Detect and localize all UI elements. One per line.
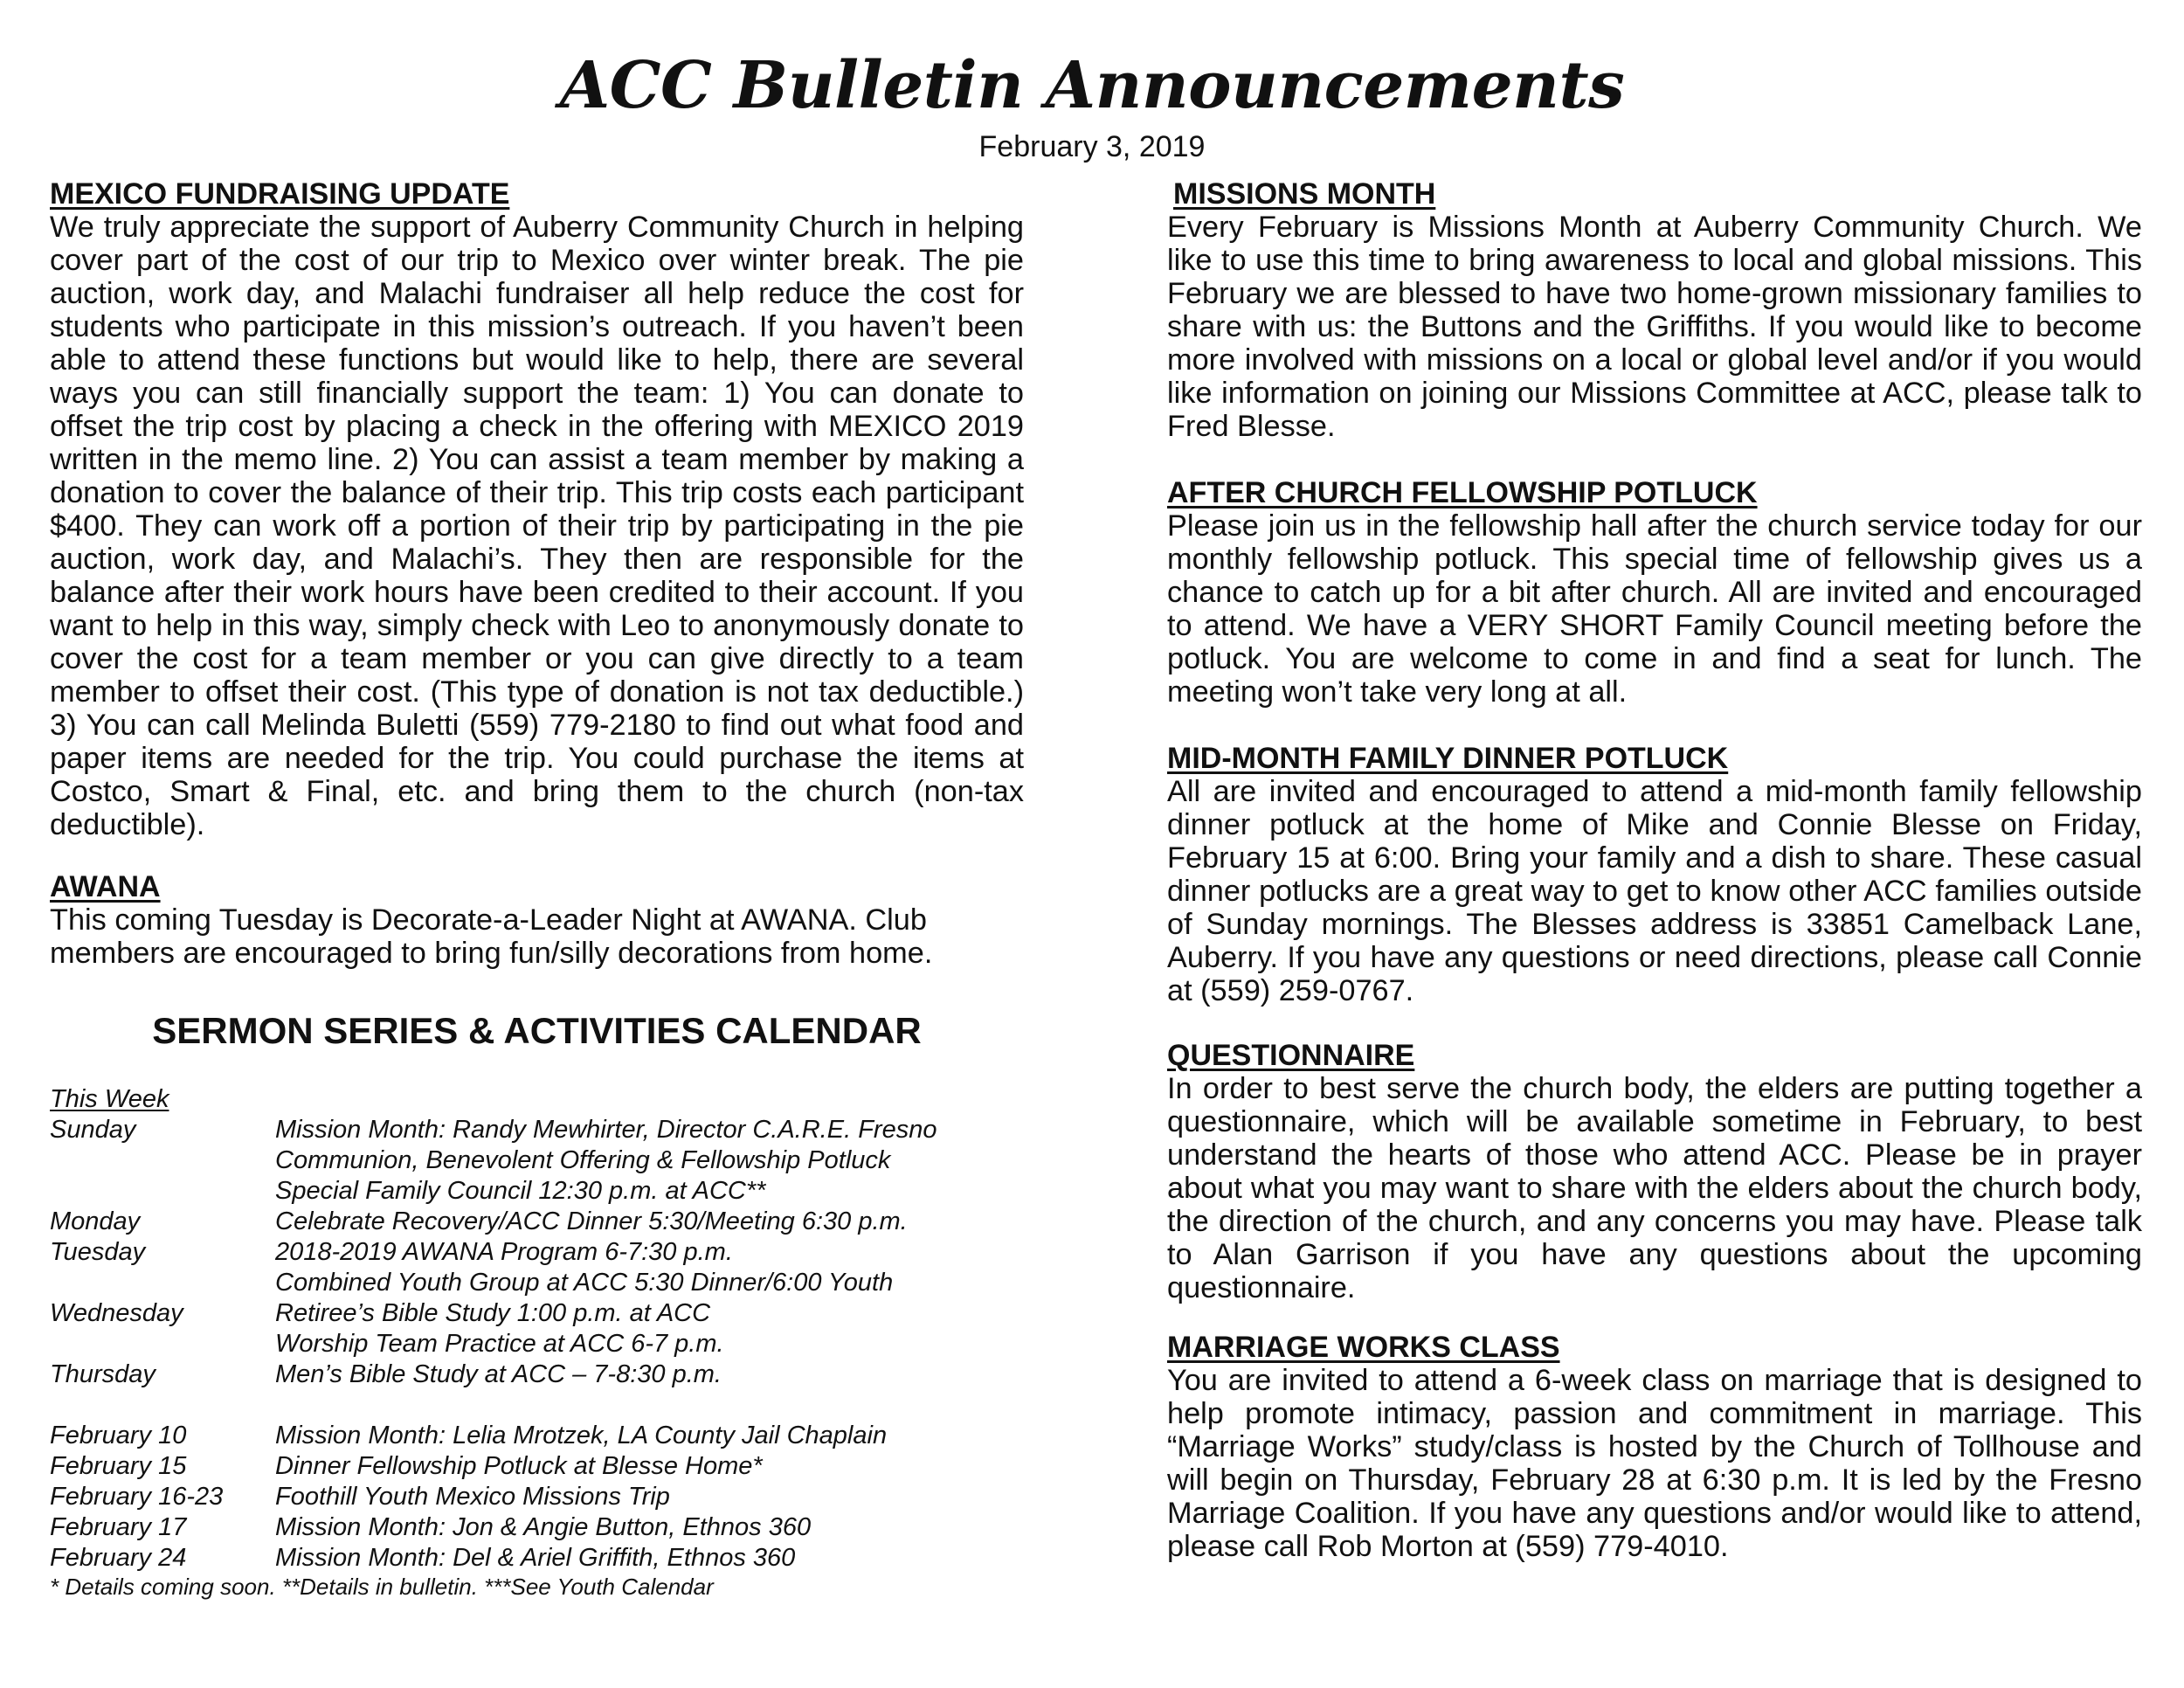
missions-month-body: Every February is Missions Month at Auberry Community Church. We like to use this time to bring awareness to local and global missions. This February we are blessed to have two home-grown missionary families to share with us: the Buttons and the Griffiths. If you would like to become more involved with missions on a local or global level and/or if you would like information on joining our Missions Committee at ACC, please talk to Fred Blesse. <box>1167 211 2142 443</box>
calendar-event: Celebrate Recovery/ACC Dinner 5:30/Meeting 6:30 p.m. <box>275 1207 908 1235</box>
fellowship-potluck-section <box>1167 476 2142 709</box>
calendar-spacer <box>50 1390 1024 1421</box>
upcoming-date: February 17 <box>50 1513 187 1541</box>
calendar-events <box>275 1115 1024 1207</box>
calendar-footnote: * Details coming soon. **Details in bulletin. ***See Youth Calendar <box>50 1574 714 1600</box>
calendar-row <box>50 1359 1024 1390</box>
fellowship-potluck-body: Please join us in the fellowship hall after the church service today for our monthly fellowship potluck. This special time of fellowship gives us a chance to catch up for a bit after church. All are invited and encouraged to attend. We have a VERY SHORT Family Council meeting before the potluck. You are welcome to come in and find a seat for lunch. The meeting won’t take very long at all. <box>1167 509 2142 709</box>
calendar-events <box>275 1298 1024 1359</box>
calendar-event: Special Family Council 12:30 p.m. at ACC** <box>275 1177 766 1205</box>
missions-month-section <box>1167 177 2142 443</box>
calendar-events <box>275 1237 1024 1298</box>
upcoming-date: February 24 <box>50 1544 187 1572</box>
bulletin-date: February 3, 2019 <box>978 130 1206 163</box>
family-dinner-section <box>1167 742 2142 1007</box>
calendar-row <box>50 1298 1024 1359</box>
mexico-fundraising-body: We truly appreciate the support of Auberry Community Church in helping cover part of the cost of our trip to Mexico over winter break. The pie auction, work day, and Malachi fundraiser all help reduce the cost for students who participate in this mission’s outreach. If you haven’t been able to attend these functions but would like to help, there are several ways you can still financially support the team: 1) You can donate to offset the trip cost by placing a check in the offering with MEXICO 2019 written in the memo line. 2) You can assist a team member by making a donation to cover the balance of their trip. This trip costs each participant $400. They can work off a portion of their trip by participating in the pie auction, work day, and Malachi’s. They then are responsible for the balance after their work hours have been credited to their account. If you want to help in this way, simply check with Leo to anonymously donate to cover the cost for a team member or you can give directly to a team member to offset their cost. (This type of donation is not tax deductible.) 3) You can call Melinda Buletti (559) 779-2180 to find out what food and paper items are needed for the trip. You could purchase the items at Costco, Smart & Final, etc. and bring them to the church (non-tax deductible). <box>50 211 1024 841</box>
calendar-row <box>50 1207 1024 1237</box>
calendar-day: Thursday <box>50 1360 156 1388</box>
upcoming-event: Mission Month: Lelia Mrotzek, LA County Jail Chaplain <box>275 1422 888 1449</box>
questionnaire-heading: QUESTIONNAIRE <box>1167 1039 1415 1072</box>
upcoming-event: Foothill Youth Mexico Missions Trip <box>275 1483 670 1511</box>
upcoming-date: February 10 <box>50 1422 187 1449</box>
calendar-row <box>50 1237 1024 1298</box>
marriage-works-heading: MARRIAGE WORKS CLASS <box>1167 1331 1560 1364</box>
fellowship-potluck-heading: AFTER CHURCH FELLOWSHIP POTLUCK <box>1167 476 1758 509</box>
questionnaire-section <box>1167 1039 2142 1304</box>
calendar-event: Men’s Bible Study at ACC – 7-8:30 p.m. <box>275 1360 722 1388</box>
left-column <box>50 177 1024 970</box>
mexico-fundraising-heading: MEXICO FUNDRAISING UPDATE <box>50 177 510 211</box>
calendar-row <box>50 1115 1024 1207</box>
calendar-day: Monday <box>50 1207 141 1235</box>
missions-month-heading: MISSIONS MONTH <box>1173 177 1436 211</box>
activities-calendar <box>50 1009 1024 1600</box>
calendar-list <box>50 1084 1024 1600</box>
calendar-events <box>275 1207 1024 1237</box>
family-dinner-body: All are invited and encouraged to attend a mid-month family fellowship dinner potluck at the home of Mike and Connie Blesse on Friday, February 15 at 6:00. Bring your family and a dish to share. These casual dinner potlucks are a great way to get to know other ACC families outside of Sunday mornings. The Blesses address is 33851 Camelback Lane, Auberry. If you have any questions or need directions, please call Connie at (559) 259-0767. <box>1167 775 2142 1007</box>
upcoming-date: February 15 <box>50 1452 187 1480</box>
calendar-events <box>275 1359 1024 1390</box>
family-dinner-heading: MID-MONTH FAMILY DINNER POTLUCK <box>1167 742 1729 775</box>
upcoming-row <box>50 1543 1024 1574</box>
upcoming-date: February 16-23 <box>50 1483 224 1511</box>
bulletin-title: ACC Bulletin Announcements <box>559 48 1625 123</box>
marriage-works-body: You are invited to attend a 6-week class on marriage that is designed to help promote intimacy, passion and commitment in marriage. This “Marriage Works” study/class is hosted by the Church of Tollhouse and will begin on Thursday, February 28 at 6:30 p.m. It is led by the Fresno Marriage Coalition. If you have any questions and/or would like to attend, please call Rob Morton at (559) 779-4010. <box>1167 1364 2142 1563</box>
calendar-event: Mission Month: Randy Mewhirter, Director C.A.R.E. Fresno <box>275 1116 937 1144</box>
mexico-fundraising-section <box>50 177 1024 841</box>
calendar-event: Combined Youth Group at ACC 5:30 Dinner/6:00 Youth <box>275 1269 894 1297</box>
calendar-day: Wednesday <box>50 1299 183 1327</box>
upcoming-row <box>50 1451 1024 1482</box>
upcoming-row <box>50 1421 1024 1451</box>
upcoming-row <box>50 1512 1024 1543</box>
upcoming-event: Mission Month: Del & Ariel Griffith, Ethnos 360 <box>275 1544 796 1572</box>
calendar-event: Communion, Benevolent Offering & Fellowship Potluck <box>275 1146 891 1174</box>
upcoming-event: Mission Month: Jon & Angie Button, Ethnos 360 <box>275 1513 812 1541</box>
awana-heading: AWANA <box>50 870 161 903</box>
upcoming-event: Dinner Fellowship Potluck at Blesse Home* <box>275 1452 763 1480</box>
awana-section <box>50 870 1024 970</box>
calendar-day: Sunday <box>50 1116 136 1144</box>
marriage-works-section <box>1167 1331 2142 1563</box>
upcoming-row <box>50 1482 1024 1512</box>
this-week-label: This Week <box>50 1085 169 1113</box>
calendar-event: Worship Team Practice at ACC 6-7 p.m. <box>275 1330 724 1358</box>
calendar-event: Retiree’s Bible Study 1:00 p.m. at ACC <box>275 1299 711 1327</box>
questionnaire-body: In order to best serve the church body, the elders are putting together a questionnaire, which will be available sometime in February, to best understand the hearts of those who attend ACC. Please be in prayer about what you may want to share with the elders about the church body, the direction of the church, and any concerns you may have. Please talk to Alan Garrison if you have any questions about the upcoming questionnaire. <box>1167 1072 2142 1304</box>
awana-body: This coming Tuesday is Decorate-a-Leader Night at AWANA. Club members are encouraged to bring fun/silly decorations from home. <box>50 903 933 970</box>
calendar-event: 2018-2019 AWANA Program 6-7:30 p.m. <box>275 1238 733 1266</box>
calendar-title: SERMON SERIES & ACTIVITIES CALENDAR <box>152 1010 922 1051</box>
calendar-day: Tuesday <box>50 1238 146 1266</box>
right-column <box>1167 177 2142 1563</box>
